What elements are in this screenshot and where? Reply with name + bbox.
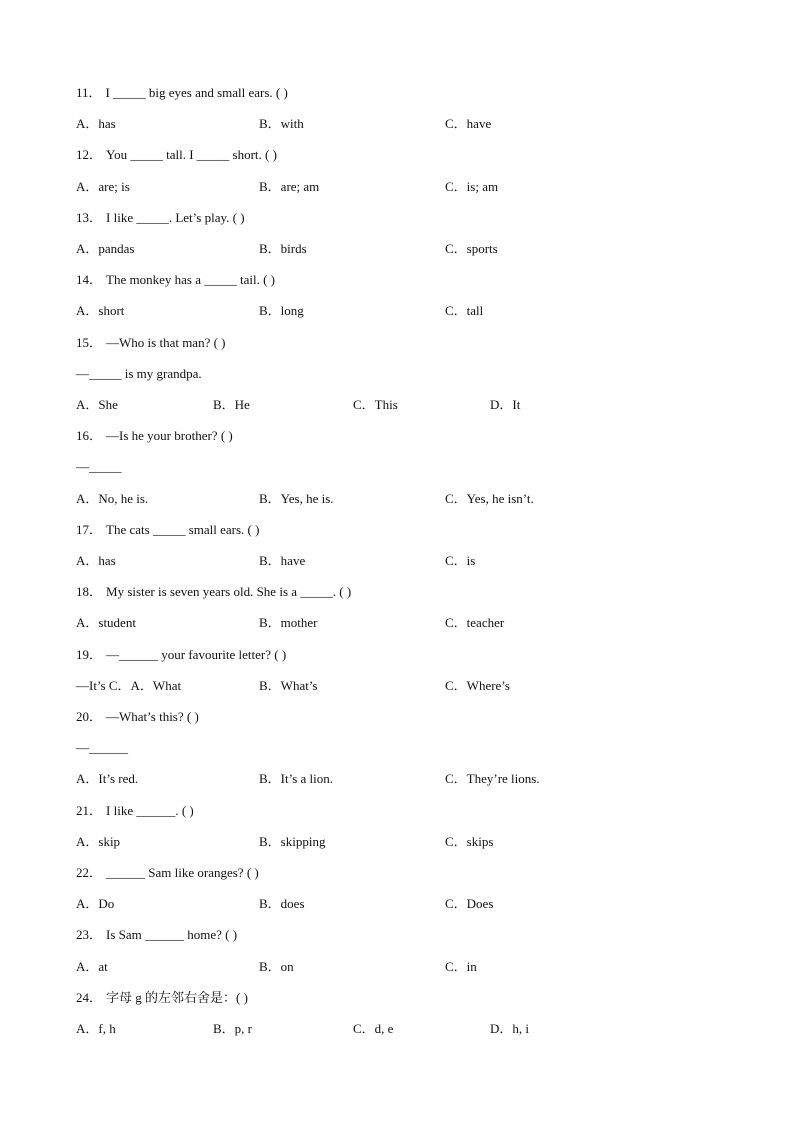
answer-option[interactable]: A．has: [76, 553, 116, 568]
answer-option[interactable]: B．with: [259, 116, 304, 132]
question-stem: [76, 84, 288, 102]
answer-option[interactable]: A．has: [76, 116, 116, 132]
question-text: You _____ tall. I _____ short. ( ): [106, 147, 277, 163]
question-stem: [76, 146, 277, 164]
question-number: 19．: [76, 646, 103, 662]
question-stem: [76, 989, 248, 1007]
question-number: 12．: [76, 147, 103, 163]
answer-option[interactable]: B．are; am: [259, 178, 320, 194]
answer-option[interactable]: C．This: [353, 397, 398, 412]
question-number: 23．: [76, 927, 103, 943]
question-stem: [76, 864, 259, 882]
answer-option[interactable]: B．have: [259, 553, 306, 568]
answer-option[interactable]: C．have: [445, 116, 492, 132]
question-number: 15．: [76, 334, 103, 350]
answer-option[interactable]: A．Do: [76, 896, 115, 912]
question-number: 16．: [76, 428, 103, 444]
question-text: My sister is seven years old. She is a _____. ( ): [106, 584, 352, 600]
question-text: —What’s this? ( ): [106, 709, 199, 724]
answer-option[interactable]: C．skips: [445, 833, 494, 849]
answer-option[interactable]: B．Yes, he is.: [259, 490, 334, 506]
question-stem: [76, 334, 226, 352]
answer-option[interactable]: C．d, e: [353, 1021, 394, 1036]
dialogue-line: —_____ is my grandpa.: [76, 365, 202, 381]
question-stem: [76, 427, 233, 445]
dialogue-line: —_____: [76, 459, 122, 475]
question-number: 17．: [76, 521, 103, 537]
question-stem: [76, 271, 275, 289]
answer-option[interactable]: D．It: [490, 397, 521, 412]
question-stem: [76, 209, 245, 227]
answer-option[interactable]: C．They’re lions.: [445, 771, 540, 787]
answer-option[interactable]: A．skip: [76, 833, 121, 849]
question-text: I _____ big eyes and small ears. ( ): [105, 85, 288, 100]
dialogue-line: —______: [76, 740, 128, 756]
question-number: 11．: [76, 85, 102, 100]
answer-option[interactable]: A．are; is: [76, 178, 130, 194]
question-number: 20．: [76, 709, 103, 724]
question-number: 21．: [76, 802, 103, 818]
answer-option[interactable]: C．sports: [445, 241, 498, 256]
answer-option[interactable]: A．at: [76, 958, 108, 974]
question-text: The monkey has a _____ tail. ( ): [106, 272, 275, 288]
question-stem: [76, 708, 199, 726]
question-text: —Who is that man? ( ): [106, 334, 226, 350]
question-text: I like ______. ( ): [106, 802, 194, 818]
question-text: Is Sam ______ home? ( ): [106, 927, 238, 943]
answer-option[interactable]: A．It’s red.: [76, 771, 139, 787]
answer-option[interactable]: C．Where’s: [445, 677, 510, 693]
answer-option[interactable]: C．teacher: [445, 615, 505, 631]
question-number: 24．: [76, 989, 103, 1005]
question-stem: [76, 646, 286, 664]
question-stem: [76, 521, 259, 539]
answer-option[interactable]: B．What’s: [259, 677, 318, 693]
question-text: —______ your favourite letter? ( ): [106, 646, 287, 662]
answer-option[interactable]: B．birds: [259, 241, 307, 256]
answer-option[interactable]: C．Does: [445, 896, 494, 912]
answer-option[interactable]: B．p, r: [213, 1021, 253, 1036]
answer-option[interactable]: B．It’s a lion.: [259, 771, 334, 787]
question-number: 14．: [76, 272, 103, 288]
question-stem: [76, 802, 194, 820]
answer-option[interactable]: C．is: [445, 553, 476, 568]
answer-option[interactable]: C．is; am: [445, 178, 499, 194]
question-text: The cats _____ small ears. ( ): [106, 521, 260, 537]
question-text: I like _____. Let’s play. ( ): [106, 209, 245, 225]
question-text: ______ Sam like oranges? ( ): [106, 865, 259, 880]
question-number: 22．: [76, 865, 103, 880]
question-text: —Is he your brother? ( ): [106, 428, 233, 444]
answer-option[interactable]: —It’s C．A．What: [76, 677, 182, 693]
answer-option[interactable]: B．mother: [259, 615, 318, 631]
answer-option[interactable]: A．short: [76, 303, 125, 319]
answer-option[interactable]: C．Yes, he isn’t.: [445, 490, 534, 506]
answer-option[interactable]: B．He: [213, 397, 250, 412]
answer-option[interactable]: A．No, he is.: [76, 490, 149, 506]
answer-option[interactable]: B．skipping: [259, 833, 326, 849]
answer-option[interactable]: B．on: [259, 958, 294, 974]
answer-option[interactable]: A．She: [76, 397, 118, 412]
question-number: 18．: [76, 584, 103, 600]
answer-option[interactable]: D．h, i: [490, 1021, 530, 1036]
question-stem: [76, 926, 237, 944]
answer-option[interactable]: A．f, h: [76, 1021, 116, 1036]
answer-option[interactable]: A．student: [76, 615, 136, 631]
question-stem: [76, 583, 351, 601]
answer-option[interactable]: A．pandas: [76, 241, 135, 256]
question-text: 字母 g 的左邻右舍是：( ): [106, 989, 248, 1005]
answer-option[interactable]: C．tall: [445, 303, 484, 319]
answer-option[interactable]: B．long: [259, 303, 304, 319]
question-number: 13．: [76, 209, 103, 225]
answer-option[interactable]: B．does: [259, 896, 305, 912]
answer-option[interactable]: C．in: [445, 958, 477, 974]
